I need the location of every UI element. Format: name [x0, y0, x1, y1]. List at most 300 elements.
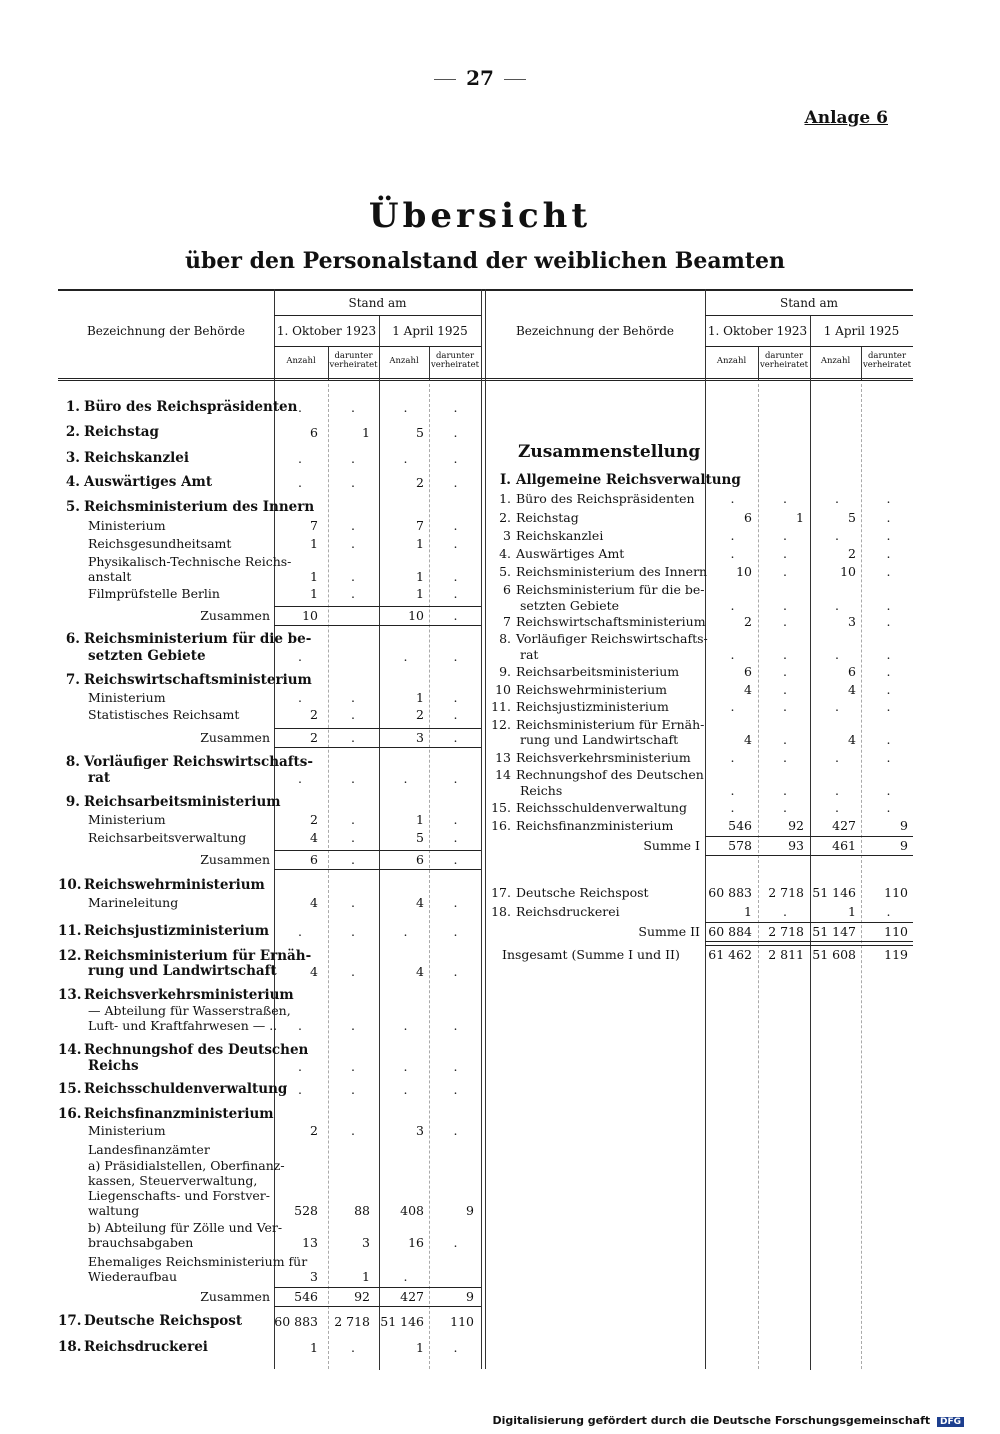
- right-value-cell: .: [886, 564, 891, 579]
- right-value-cell: 51 608: [812, 947, 856, 962]
- left-value-cell: 5: [416, 425, 424, 440]
- row-label: Deutsche Reichspost: [516, 885, 649, 900]
- left-date2-header: 1 April 1925: [392, 324, 468, 338]
- right-value-cell: 93: [788, 838, 804, 853]
- left-value-cell: .: [298, 690, 302, 705]
- center-double-rule-a: [481, 289, 482, 1369]
- right-value-cell: 110: [884, 924, 908, 939]
- row-label: Vorläufiger Reichswirtschafts-: [84, 754, 313, 770]
- row-label: Reichsverkehrsministerium: [516, 750, 691, 765]
- row-label: — Abteilung für Wasserstraßen,: [88, 1003, 291, 1018]
- left-value-cell: 1: [416, 690, 424, 705]
- row-number: 1.: [65, 399, 80, 415]
- left-dotted-rule-3: [429, 384, 430, 1369]
- left-stand-header: Stand am: [348, 296, 407, 310]
- row-number: 11.: [58, 923, 82, 939]
- row-number: 16.: [58, 1106, 82, 1122]
- right-value-cell: .: [730, 783, 735, 798]
- row-label: Ministerium: [88, 690, 166, 705]
- row-number: 7.: [65, 672, 80, 688]
- left-authority-header: Bezeichnung der Behörde: [86, 324, 246, 338]
- left-value-cell: .: [351, 536, 355, 551]
- left-value-cell: 1: [416, 1340, 424, 1355]
- right-value-cell: .: [783, 614, 787, 629]
- row-label: Vorläufiger Reichswirtschafts-: [516, 631, 708, 646]
- right-value-cell: .: [886, 750, 891, 765]
- row-label: Reichsschuldenverwaltung: [84, 1081, 288, 1097]
- row-label: Ehemaliges Reichsministerium für: [88, 1254, 308, 1269]
- row-label: rat: [520, 647, 539, 662]
- left-value-cell: .: [453, 1082, 458, 1097]
- row-number: 8.: [499, 631, 511, 646]
- left-value-cell: 2: [310, 730, 318, 745]
- annex-label: Anlage 6: [804, 108, 888, 128]
- left-value-cell: 1: [310, 1340, 318, 1355]
- right-count1-header: Anzahl: [716, 356, 747, 366]
- row-number: 14: [495, 767, 511, 782]
- row-number: 3: [503, 528, 511, 543]
- left-value-cell: .: [351, 1082, 355, 1097]
- row-label: Reichswehrministerium: [516, 682, 668, 697]
- right-dotted-rule-1: [758, 384, 759, 1369]
- row-label: brauchsabgaben: [88, 1235, 194, 1250]
- right-value-cell: .: [835, 783, 839, 798]
- right-value-cell: 6: [744, 664, 752, 679]
- row-label: kassen, Steuerverwaltung,: [88, 1173, 258, 1188]
- right-dotted-rule-3: [861, 384, 862, 1369]
- left-value-cell: .: [453, 451, 458, 466]
- row-number: 5.: [65, 499, 80, 515]
- left-value-cell: 4: [310, 964, 318, 979]
- row-label: Physikalisch-Technische Reichs-: [88, 554, 292, 569]
- left-value-cell: 1: [416, 812, 424, 827]
- dash-right: [504, 79, 526, 80]
- left-value-cell: 110: [450, 1314, 474, 1329]
- row-number: 16.: [491, 818, 511, 833]
- row-label: Reichsfinanzministerium: [84, 1106, 274, 1122]
- row-number: 12.: [58, 948, 82, 964]
- row-label: Ministerium: [88, 812, 166, 827]
- left-value-cell: .: [351, 400, 355, 415]
- right-value-cell: .: [886, 491, 891, 506]
- left-date-rule: [274, 346, 481, 347]
- left-value-cell: .: [351, 852, 355, 867]
- left-value-cell: 1: [416, 536, 424, 551]
- row-label: Rechnungshof des Deutschen: [516, 767, 704, 782]
- right-value-cell: .: [783, 598, 787, 613]
- row-label: Reichsfinanzministerium: [516, 818, 674, 833]
- right-value-cell: .: [886, 528, 891, 543]
- right-value-cell: .: [886, 510, 891, 525]
- left-sum-rule: [274, 850, 481, 851]
- left-value-cell: .: [453, 730, 458, 745]
- row-label: Liegenschafts- und Forstver-: [88, 1188, 270, 1203]
- left-value-cell: .: [298, 1059, 302, 1074]
- right-value-cell: 578: [728, 838, 752, 853]
- left-value-cell: 4: [416, 895, 424, 910]
- right-value-cell: .: [783, 699, 787, 714]
- row-label: Reichsdruckerei: [516, 904, 620, 919]
- left-value-cell: .: [453, 924, 458, 939]
- left-value-cell: .: [453, 536, 458, 551]
- left-value-cell: .: [453, 852, 458, 867]
- left-value-cell: 13: [302, 1235, 318, 1250]
- row-label: Allgemeine Reichsverwaltung: [516, 472, 741, 488]
- left-value-cell: 60 883: [274, 1314, 318, 1329]
- row-label: Wiederaufbau: [88, 1269, 178, 1284]
- row-number: 9.: [65, 794, 80, 810]
- row-number: 2.: [499, 510, 511, 525]
- row-number: 15.: [491, 800, 511, 815]
- left-value-cell: 92: [354, 1289, 370, 1304]
- right-value-cell: .: [730, 546, 735, 561]
- left-value-cell: 1: [310, 586, 318, 601]
- right-sum-rule: [705, 922, 913, 923]
- row-label: Reichsschuldenverwaltung: [516, 800, 687, 815]
- right-value-cell: .: [730, 491, 735, 506]
- right-value-cell: 4: [848, 732, 856, 747]
- dfg-logo-icon: DFG: [937, 1417, 964, 1427]
- row-label: Reichsarbeitsministerium: [84, 794, 281, 810]
- right-value-cell: 51 147: [812, 924, 856, 939]
- right-value-cell: 110: [884, 885, 908, 900]
- right-value-cell: .: [835, 800, 839, 815]
- right-value-cell: 2: [848, 546, 856, 561]
- row-label: Reichsarbeitsministerium: [516, 664, 680, 679]
- left-value-cell: .: [453, 475, 458, 490]
- left-value-cell: 6: [310, 852, 318, 867]
- left-value-cell: .: [453, 771, 458, 786]
- row-number: 15.: [58, 1081, 82, 1097]
- left-value-cell: .: [453, 1018, 458, 1033]
- row-number: 17.: [491, 885, 511, 900]
- row-number: 11.: [491, 699, 511, 714]
- row-number: 4.: [65, 474, 80, 490]
- row-label: Reichswirtschaftsministerium: [84, 672, 312, 688]
- row-number: 14.: [58, 1042, 82, 1058]
- right-value-cell: .: [835, 750, 839, 765]
- left-value-cell: .: [351, 964, 355, 979]
- row-label: Auswärtiges Amt: [84, 474, 213, 490]
- right-value-cell: .: [730, 750, 735, 765]
- left-value-cell: .: [453, 425, 458, 440]
- left-value-cell: 9: [466, 1289, 474, 1304]
- left-value-cell: .: [403, 1059, 408, 1074]
- right-value-cell: .: [730, 699, 735, 714]
- left-value-cell: 2: [416, 475, 424, 490]
- row-label: Reichstag: [84, 424, 159, 440]
- left-value-cell: 2: [416, 707, 424, 722]
- document-title: Übersicht: [368, 196, 592, 236]
- row-number: 10: [495, 682, 511, 697]
- left-value-cell: 3: [416, 1123, 424, 1138]
- right-value-cell: .: [886, 699, 891, 714]
- left-date1-header: 1. Oktober 1923: [276, 324, 377, 338]
- left-value-cell: .: [453, 1123, 458, 1138]
- right-date2-header: 1 April 1925: [823, 324, 900, 338]
- row-label: Reichsministerium des Innern: [516, 564, 708, 579]
- row-label: Reichskanzlei: [84, 450, 190, 466]
- row-label: waltung: [88, 1203, 140, 1218]
- left-sum-rule-bottom: [274, 747, 481, 748]
- right-value-cell: .: [783, 491, 787, 506]
- right-value-cell: 427: [832, 818, 856, 833]
- row-label: anstalt: [88, 569, 132, 584]
- left-stand-rule: [274, 315, 481, 316]
- left-value-cell: .: [453, 1235, 458, 1250]
- right-value-cell: 2: [744, 614, 752, 629]
- left-value-cell: .: [298, 924, 302, 939]
- left-count1-header: Anzahl: [286, 356, 316, 366]
- row-label: a) Präsidialstellen, Oberfinanz-: [88, 1158, 285, 1173]
- page-number: [0, 66, 960, 90]
- left-value-cell: 427: [400, 1289, 424, 1304]
- row-label: Reichswehrministerium: [84, 877, 265, 893]
- row-label: Zusammen: [200, 608, 270, 623]
- row-label: rung und Landwirtschaft: [520, 732, 679, 747]
- left-value-cell: .: [298, 649, 302, 664]
- left-sum-rule-bottom: [274, 625, 481, 626]
- right-value-cell: 9: [900, 838, 908, 853]
- left-value-cell: .: [298, 1018, 302, 1033]
- row-label: Reichs: [88, 1058, 139, 1074]
- left-value-cell: 4: [416, 964, 424, 979]
- right-value-cell: 4: [848, 682, 856, 697]
- row-label: Reichsjustizministerium: [516, 699, 669, 714]
- row-label: Büro des Reichspräsidenten: [516, 491, 695, 506]
- right-value-cell: .: [886, 904, 891, 919]
- row-label: Reichsministerium des Innern: [84, 499, 315, 515]
- row-label: setzten Gebiete: [88, 648, 206, 664]
- row-label: Insgesamt (Summe I und II): [502, 947, 680, 962]
- left-value-cell: 3: [310, 1269, 318, 1284]
- left-value-cell: 1: [416, 569, 424, 584]
- center-double-rule-b: [485, 289, 486, 1369]
- right-value-cell: 51 146: [812, 885, 856, 900]
- row-label: Landesfinanzämter: [88, 1142, 210, 1157]
- right-value-cell: 10: [840, 564, 856, 579]
- footer-credit: [492, 1414, 964, 1427]
- right-value-cell: .: [783, 783, 787, 798]
- row-number: 13: [495, 750, 511, 765]
- right-value-cell: 2 718: [768, 924, 804, 939]
- left-value-cell: 1: [310, 536, 318, 551]
- row-label: Summe II: [638, 924, 700, 939]
- footer-text: Digitalisierung gefördert durch die Deutsche Forschungsgemeinschaft: [492, 1414, 931, 1427]
- row-label: Reichsdruckerei: [84, 1339, 208, 1355]
- right-value-cell: .: [886, 800, 891, 815]
- row-label: Reichstag: [516, 510, 579, 525]
- right-value-cell: 461: [832, 838, 856, 853]
- row-label: Statistisches Reichsamt: [88, 707, 240, 722]
- row-number: 3.: [65, 450, 80, 466]
- row-label: setzten Gebiete: [520, 598, 620, 613]
- row-number: 18.: [58, 1339, 82, 1355]
- left-value-cell: 6: [416, 852, 424, 867]
- left-value-cell: 7: [416, 518, 424, 533]
- left-value-cell: .: [453, 812, 458, 827]
- row-number: 7: [503, 614, 511, 629]
- row-number: 6.: [65, 631, 80, 647]
- left-value-cell: .: [453, 690, 458, 705]
- right-value-cell: 2 811: [768, 947, 804, 962]
- row-label: Reichsgesundheitsamt: [88, 536, 232, 551]
- right-value-cell: 61 462: [708, 947, 752, 962]
- right-value-cell: .: [783, 682, 787, 697]
- right-married1-header: darunter verheiratet: [759, 351, 809, 370]
- left-value-cell: 10: [302, 608, 318, 623]
- left-married1-header: darunter verheiratet: [329, 351, 378, 370]
- left-value-cell: 51 146: [380, 1314, 424, 1329]
- left-sum-rule: [274, 1287, 481, 1288]
- left-sum-rule: [274, 728, 481, 729]
- right-value-cell: .: [886, 783, 891, 798]
- left-value-cell: .: [351, 1340, 355, 1355]
- left-count2-header: Anzahl: [389, 356, 419, 366]
- left-value-cell: .: [351, 518, 355, 533]
- row-number: 12.: [491, 717, 511, 732]
- left-value-cell: 6: [310, 425, 318, 440]
- left-value-cell: .: [298, 771, 302, 786]
- right-value-cell: .: [783, 732, 787, 747]
- row-label: Zusammen: [200, 730, 270, 745]
- right-value-cell: 9: [900, 818, 908, 833]
- left-dotted-rule-1: [328, 384, 329, 1369]
- right-value-cell: .: [886, 598, 891, 613]
- right-value-cell: 1: [848, 904, 856, 919]
- row-label: Filmprüfstelle Berlin: [88, 586, 220, 601]
- left-value-cell: .: [351, 1018, 355, 1033]
- row-label: rung und Landwirtschaft: [88, 963, 277, 979]
- right-label-column-rule: [705, 289, 706, 1369]
- left-value-cell: .: [351, 812, 355, 827]
- left-value-cell: .: [351, 771, 355, 786]
- left-value-cell: .: [453, 895, 458, 910]
- right-value-cell: .: [886, 546, 891, 561]
- row-number: 10.: [58, 877, 82, 893]
- row-label: Reichsverkehrsministerium: [84, 987, 294, 1003]
- row-number: I.: [499, 472, 511, 488]
- left-value-cell: 9: [466, 1203, 474, 1218]
- right-value-cell: .: [783, 546, 787, 561]
- row-number: 1.: [499, 491, 511, 506]
- left-value-cell: .: [453, 830, 458, 845]
- row-label: Rechnungshof des Deutschen: [84, 1042, 309, 1058]
- right-value-cell: .: [783, 528, 787, 543]
- left-value-cell: .: [453, 400, 458, 415]
- right-value-cell: 546: [728, 818, 752, 833]
- right-sum-rule: [705, 945, 913, 946]
- left-value-cell: .: [403, 400, 408, 415]
- left-value-cell: .: [351, 586, 355, 601]
- summary-title: Zusammenstellung: [518, 442, 701, 462]
- left-col-rule-2: [379, 315, 380, 1370]
- right-value-cell: .: [886, 647, 891, 662]
- left-value-cell: .: [351, 451, 355, 466]
- right-value-cell: .: [835, 491, 839, 506]
- left-value-cell: .: [453, 608, 458, 623]
- left-value-cell: 1: [310, 569, 318, 584]
- left-value-cell: .: [453, 964, 458, 979]
- row-number: 6: [503, 582, 511, 597]
- right-value-cell: .: [886, 664, 891, 679]
- left-value-cell: 528: [294, 1203, 318, 1218]
- left-value-cell: .: [453, 1340, 458, 1355]
- right-value-cell: .: [730, 800, 735, 815]
- row-label: b) Abteilung für Zölle und Ver-: [88, 1220, 283, 1235]
- left-married2-header: darunter verheiratet: [430, 351, 480, 370]
- right-count2-header: Anzahl: [820, 356, 851, 366]
- left-value-cell: .: [351, 475, 355, 490]
- left-value-cell: .: [351, 1059, 355, 1074]
- row-label: Deutsche Reichspost: [84, 1313, 243, 1329]
- left-value-cell: .: [351, 569, 355, 584]
- row-number: 9.: [499, 664, 511, 679]
- right-value-cell: .: [783, 800, 787, 815]
- left-value-cell: .: [453, 518, 458, 533]
- right-value-cell: .: [783, 564, 787, 579]
- left-value-cell: 546: [294, 1289, 318, 1304]
- row-number: 8.: [65, 754, 80, 770]
- left-sum-rule: [274, 606, 481, 607]
- right-value-cell: 4: [744, 732, 752, 747]
- row-label: Luft- und Kraftfahrwesen — ..: [88, 1018, 278, 1033]
- right-stand-rule: [705, 315, 913, 316]
- left-value-cell: .: [403, 1269, 408, 1284]
- left-value-cell: .: [351, 830, 355, 845]
- right-value-cell: 4: [744, 682, 752, 697]
- left-value-cell: 1: [362, 1269, 370, 1284]
- right-sum-rule: [705, 836, 913, 837]
- row-label: Zusammen: [200, 852, 270, 867]
- left-value-cell: 4: [310, 830, 318, 845]
- left-value-cell: .: [403, 771, 408, 786]
- left-value-cell: .: [298, 475, 302, 490]
- row-label: Reichsministerium für die be-: [516, 582, 705, 597]
- left-sum-rule-bottom: [274, 869, 481, 870]
- row-number: 18.: [491, 904, 511, 919]
- left-label-column-rule: [274, 289, 275, 1369]
- document-subtitle: über den Personalstand der weiblichen Beamten: [184, 248, 786, 274]
- left-value-cell: .: [453, 707, 458, 722]
- row-number: 2.: [65, 424, 80, 440]
- right-value-cell: .: [783, 904, 787, 919]
- page-number-text: 27: [466, 66, 494, 90]
- left-value-cell: .: [351, 924, 355, 939]
- right-value-cell: 10: [736, 564, 752, 579]
- left-value-cell: .: [453, 569, 458, 584]
- row-label: Reichswirtschaftsministerium: [516, 614, 706, 629]
- row-label: Zusammen: [200, 1289, 270, 1304]
- row-number: 17.: [58, 1313, 82, 1329]
- right-value-cell: .: [730, 647, 735, 662]
- left-value-cell: .: [403, 451, 408, 466]
- right-stand-header: Stand am: [780, 296, 838, 310]
- right-value-cell: 6: [744, 510, 752, 525]
- left-value-cell: .: [403, 649, 408, 664]
- left-value-cell: .: [298, 1082, 302, 1097]
- left-value-cell: 2: [310, 707, 318, 722]
- left-value-cell: 7: [310, 518, 318, 533]
- left-value-cell: .: [298, 451, 302, 466]
- left-value-cell: .: [403, 1018, 408, 1033]
- left-value-cell: .: [453, 649, 458, 664]
- left-value-cell: 88: [354, 1203, 370, 1218]
- row-label: Summe I: [643, 838, 700, 853]
- left-value-cell: 2 718: [334, 1314, 370, 1329]
- right-value-cell: 1: [796, 510, 804, 525]
- row-label: Ministerium: [88, 518, 166, 533]
